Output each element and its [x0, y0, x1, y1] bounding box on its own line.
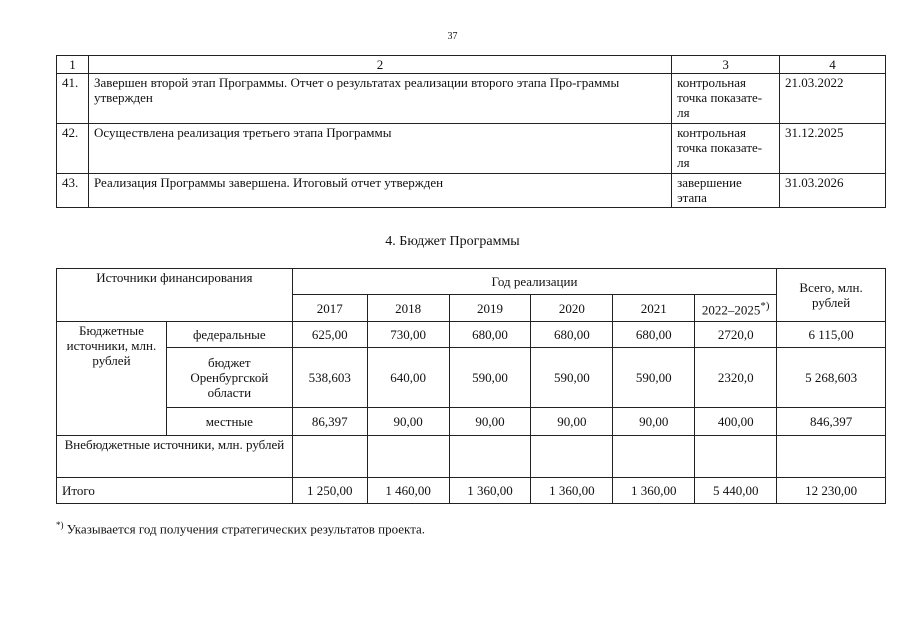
- value-cell: 1 360,00: [531, 478, 613, 504]
- footnote-mark: *): [760, 299, 770, 312]
- value-cell: 90,00: [367, 408, 449, 436]
- value-cell: 538,603: [292, 348, 367, 408]
- value-cell: 90,00: [531, 408, 613, 436]
- row-description: Завершен второй этап Программы. Отчет о результатах реализации второго этапа Про-граммы утвержден: [88, 74, 671, 124]
- value-cell: 1 250,00: [292, 478, 367, 504]
- row-date: 31.03.2026: [780, 174, 886, 208]
- value-cell: [449, 436, 531, 478]
- value-cell: 5 440,00: [695, 478, 777, 504]
- value-cell: 730,00: [367, 322, 449, 348]
- value-cell: 1 360,00: [613, 478, 695, 504]
- page-number: 37: [447, 31, 458, 42]
- total-cell: 12 230,00: [777, 478, 886, 504]
- year-cell: 2018: [367, 295, 449, 322]
- footnote-mark: *): [56, 520, 64, 530]
- value-cell: 90,00: [449, 408, 531, 436]
- value-cell: 1 460,00: [367, 478, 449, 504]
- total-cell: 846,397: [777, 408, 886, 436]
- row-number: 43.: [57, 174, 89, 208]
- row-number: 41.: [57, 74, 89, 124]
- header-cell: 2: [88, 56, 671, 74]
- budget-header-row: [57, 269, 886, 295]
- total-row: [57, 478, 886, 504]
- value-cell: 680,00: [449, 322, 531, 348]
- table-row: [57, 348, 886, 408]
- row-label: местные: [166, 408, 292, 436]
- year-label: 2022–2025: [701, 302, 761, 318]
- row-label: федеральные: [166, 322, 292, 348]
- row-type: контрольная точка показате-ля: [672, 124, 780, 174]
- row-description: Осуществлена реализация третьего этапа Программы: [88, 124, 671, 174]
- value-cell: [292, 436, 367, 478]
- year-cell: 2019: [449, 295, 531, 322]
- value-cell: 680,00: [531, 322, 613, 348]
- total-cell: 5 268,603: [777, 348, 886, 408]
- value-cell: 590,00: [613, 348, 695, 408]
- table-row: [57, 74, 886, 124]
- budget-table: [56, 268, 886, 504]
- value-cell: 400,00: [695, 408, 777, 436]
- value-cell: [695, 436, 777, 478]
- table-row: [57, 408, 886, 436]
- section-title: 4. Бюджет Программы: [385, 234, 520, 249]
- row-date: 21.03.2022: [780, 74, 886, 124]
- value-cell: 90,00: [613, 408, 695, 436]
- table-row: [57, 124, 886, 174]
- value-cell: 2720,0: [695, 322, 777, 348]
- row-label: бюджет Оренбургской области: [166, 348, 292, 408]
- header-cell: 3: [672, 56, 780, 74]
- value-cell: [613, 436, 695, 478]
- stages-table: [56, 55, 886, 208]
- value-cell: 2320,0: [695, 348, 777, 408]
- row-number: 42.: [57, 124, 89, 174]
- header-cell: 4: [780, 56, 886, 74]
- table-row: [57, 436, 886, 478]
- total-row-label: Итого: [57, 478, 293, 504]
- value-cell: 590,00: [449, 348, 531, 408]
- value-cell: [367, 436, 449, 478]
- year-cell: 2017: [292, 295, 367, 322]
- value-cell: [531, 436, 613, 478]
- total-header: Всего, млн. рублей: [777, 269, 886, 322]
- footnote-text: Указывается год получения стратегических результатов проекта.: [66, 521, 426, 537]
- row-type: контрольная точка показате-ля: [672, 74, 780, 124]
- year-cell: 2021: [613, 295, 695, 322]
- table-header-row: [57, 56, 886, 74]
- value-cell: 590,00: [531, 348, 613, 408]
- row-date: 31.12.2025: [780, 124, 886, 174]
- year-header: Год реализации: [292, 269, 776, 295]
- header-cell: 1: [57, 56, 89, 74]
- extra-budget-label: Внебюджетные источники, млн. рублей: [57, 436, 293, 478]
- value-cell: 625,00: [292, 322, 367, 348]
- budget-group-label: Бюджетные источники, млн. рублей: [57, 322, 167, 436]
- row-description: Реализация Программы завершена. Итоговый отчет утвержден: [88, 174, 671, 208]
- value-cell: 680,00: [613, 322, 695, 348]
- value-cell: 1 360,00: [449, 478, 531, 504]
- table-row: [57, 174, 886, 208]
- footnote: [56, 520, 425, 537]
- sources-header: Источники финансирования: [57, 269, 293, 322]
- row-type: завершение этапа: [672, 174, 780, 208]
- year-cell: 2020: [531, 295, 613, 322]
- table-row: [57, 322, 886, 348]
- value-cell: 640,00: [367, 348, 449, 408]
- value-cell: 86,397: [292, 408, 367, 436]
- total-cell: [777, 436, 886, 478]
- year-cell: [695, 295, 777, 322]
- total-cell: 6 115,00: [777, 322, 886, 348]
